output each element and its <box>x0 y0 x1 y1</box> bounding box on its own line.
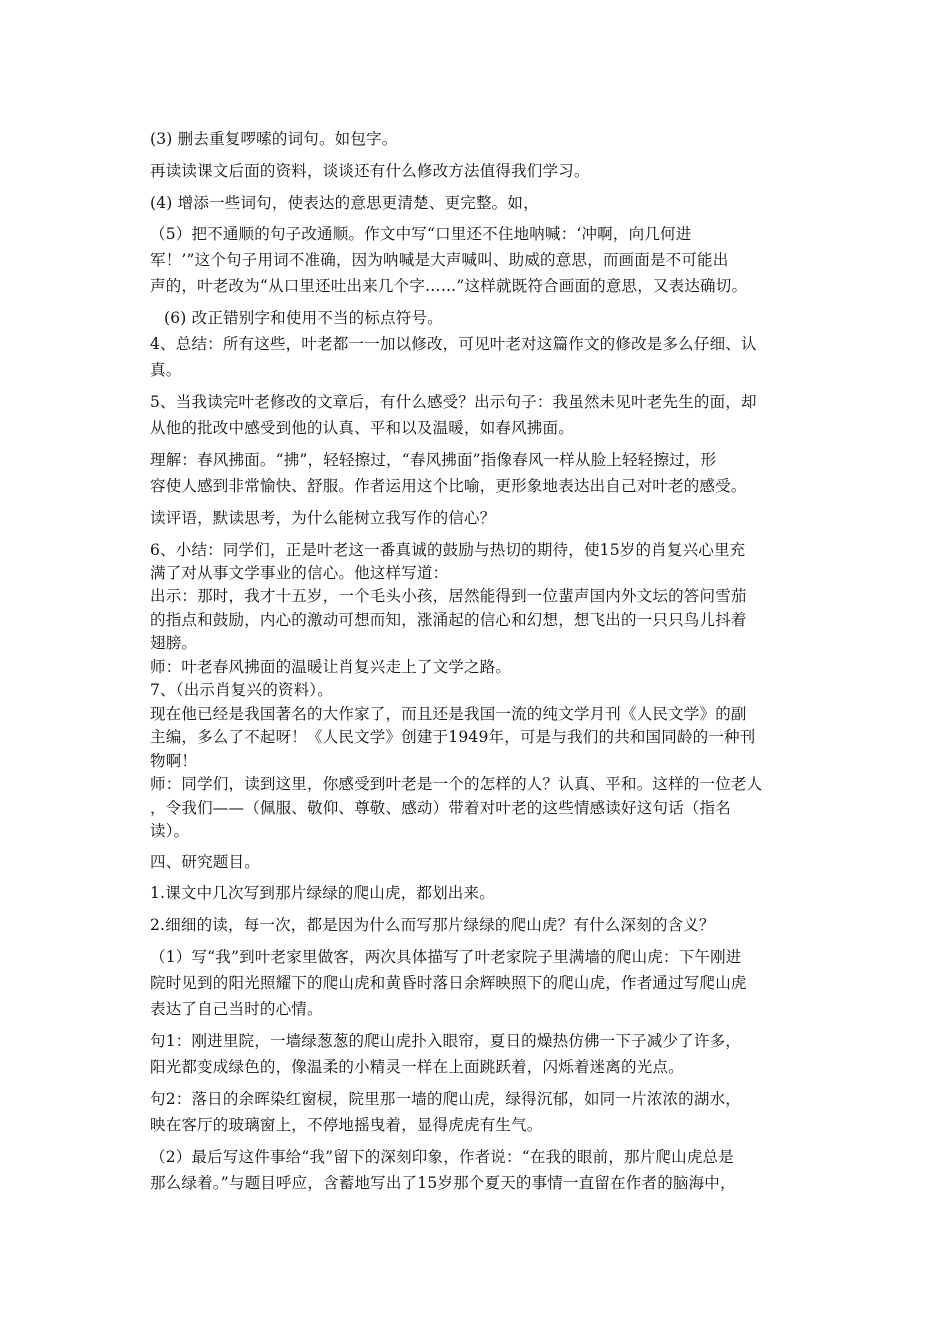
text-line: 5、当我读完叶老修改的文章后，有什么感受？出示句子：我虽然未见叶老先生的面，却 <box>150 393 757 411</box>
text-line: 师：同学们，读到这里，你感受到叶老是一个的怎样的人？认真、平和。这样的一位老人 <box>150 775 763 793</box>
text-line: 物啊！ <box>150 752 198 770</box>
text-line: 院时见到的阳光照耀下的爬山虎和黄昏时落日余辉映照下的爬山虎，作者通过写爬山虎 <box>150 974 747 992</box>
text-line: 满了对从事文学事业的信心。他这样写道： <box>150 564 449 582</box>
text-line: 再读读课文后面的资料，谈谈还有什么修改方法值得我们学习。 <box>150 162 590 180</box>
text-line: 容使人感到非常愉快、舒服。作者运用这个比喻，更形象地表达出自己对叶老的感受。 <box>150 477 747 495</box>
text-line: 读）。 <box>150 822 190 840</box>
text-line: 4、总结：所有这些，叶老都一一加以修改，可见叶老对这篇作文的修改是多么仔细、认 <box>150 335 757 353</box>
text-line: 2.细细的读，每一次，都是因为什么而写那片绿绿的爬山虎？有什么深刻的含义？ <box>150 916 715 934</box>
text-line: (3) 删去重复啰嗦的词句。如包字。 <box>150 130 398 148</box>
text-line: 6、小结：同学们，正是叶老这一番真诚的鼓励与热切的期待，使15岁的肖复兴心里充 <box>150 541 746 559</box>
text-line: 师：叶老春风拂面的温暖让肖复兴走上了文学之路。 <box>150 658 512 676</box>
text-line: 阳光都变成绿色的，像温柔的小精灵一样在上面跳跃着，闪烁着迷离的光点。 <box>150 1058 684 1076</box>
text-line: 从他的批改中感受到他的认真、平和以及温暖，如春风拂面。 <box>150 419 574 437</box>
text-line: 真。 <box>150 361 182 379</box>
text-line: 出示：那时，我才十五岁，一个毛头小孩，居然能得到一位蜚声国内外文坛的答问雪茄 <box>150 587 747 605</box>
text-line: 读评语，默读思考，为什么能树立我写作的信心？ <box>150 509 496 527</box>
text-line: 四、研究题目。 <box>150 853 260 871</box>
text-line: (6) 改正错别字和使用不当的标点符号。 <box>164 309 443 327</box>
text-line: 理解：春风拂面。“拂”，轻轻擦过，“春风拂面”指像春风一样从脸上轻轻擦过，形 <box>150 451 717 469</box>
text-line: 1.课文中几次写到那片绿绿的爬山虎，都划出来。 <box>150 884 495 902</box>
text-line: （5）把不通顺的句子改通顺。作文中写“口里还不住地呐喊：‘冲啊，向几何进 <box>150 225 692 243</box>
text-line: 句2：落日的余晖染红窗棂，院里那一墙的爬山虎，绿得沉郁，如同一片浓浓的湖水， <box>150 1090 741 1108</box>
text-line: 7、（出示肖复兴的资料）。 <box>150 681 333 699</box>
text-line: （2）最后写这件事给“我”留下的深刻印象，作者说：“在我的眼前，那片爬山虎总是 <box>150 1148 734 1166</box>
text-line: 翅膀。 <box>150 634 198 652</box>
text-line: 主编，多么了不起呀！《人民文学》创建于1949年，可是与我们的共和国同龄的一种刊 <box>150 728 756 746</box>
text-line: 句1：刚进里院，一墙绿葱葱的爬山虎扑入眼帘，夏日的燥热仿佛一下子减少了许多， <box>150 1032 741 1050</box>
text-line: 声的，叶老改为“从口里还吐出来几个字……”这样就既符合画面的意思，又表达确切。 <box>150 277 748 295</box>
text-line: 军！’”这个句子用词不准确，因为呐喊是大声喊叫、助威的意思，而画面是不可能出 <box>150 251 729 269</box>
text-line: 表达了自己当时的心情。 <box>150 1000 323 1018</box>
text-line: （1）写“我”到叶老家里做客，两次具体描写了叶老家院子里满墙的爬山虎：下午刚进 <box>150 948 742 966</box>
text-line: 的指点和鼓励，内心的激动可想而知，涨涌起的信心和幻想，想飞出的一只只鸟儿抖着 <box>150 611 747 629</box>
text-line: ，令我们——（佩服、敬仰、尊敬、感动）带着对叶老的这些情感读好这句话（指名 <box>150 799 731 817</box>
text-line: 那么绿着。”与题目呼应，含蓄地写出了15岁那个夏天的事情一直留在作者的脑海中， <box>150 1174 736 1192</box>
text-line: 现在他已经是我国著名的大作家了，而且还是我国一流的纯文学月刊《人民文学》的副 <box>150 705 747 723</box>
text-line: 映在客厅的玻璃窗上，不停地摇曳着，显得虎虎有生气。 <box>150 1116 543 1134</box>
text-line: (4) 增添一些词句，使表达的意思更清楚、更完整。如， <box>150 194 539 212</box>
